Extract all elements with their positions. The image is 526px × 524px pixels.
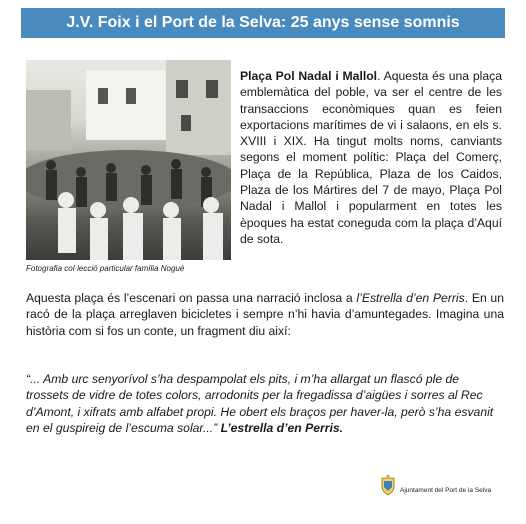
page-title-banner: [21, 8, 505, 38]
intro-title: Plaça Pol Nadal i Mallol: [240, 69, 378, 83]
work-title: l’Estrella d’en Perris: [356, 291, 465, 305]
historical-photo: [26, 60, 231, 260]
footer-logo: [380, 474, 491, 496]
photo-scene: [26, 60, 231, 260]
quote-block: [26, 371, 504, 436]
photo-caption: Fotografia col·lecció particular família Nogué: [26, 264, 185, 273]
quote-text: “... Amb urc senyorívol s’ha despampolat els pits, i m’ha allargat un flascó ple de trossets de vidre de totes colors, arrodonits per la fregadissa d’aigües i sorres al Rec d’Amont, i xifrats amb alfabet propi. He obert els braços per haver-la, però s’ha esvanit en el guspireig de l’escuma solar...”: [26, 372, 494, 435]
narrative-text-before: Aquesta plaça és l’escenari on passa una narració inclosa a: [26, 291, 357, 305]
intro-text: . Aquesta és una plaça emblemàtica del poble, va ser el centre de les transaccions econòmiques quan es feien exportacions marítimes de vi i salaons, en els s. XVIII i XIX. Ha tingut molts noms, canviants segons el moment polític: Plaça del Comerç, Plaça de la República, Plaza de los Caidos, Plaza de los Mártires del 7 de mayo, Plaça Pol Nadal i Mallol i popularment en totes les èpoques ha estat coneguda com la plaça d’Aquí de sota.: [240, 69, 503, 246]
footer-logo-text: Ajuntament del Port de la Selva: [400, 486, 492, 494]
narrative-paragraph: [26, 290, 504, 339]
narrative-text-after: . En un racó de la plaça arreglaven bicicletes i sempre n’hi havia d’amuntegades. Imagina una història com si fos un conte, un fragment diu així:: [26, 291, 504, 338]
coat-of-arms-icon: [380, 474, 396, 496]
page-title: J.V. Foix i el Port de la Selva: 25 anys sense somnis: [66, 14, 460, 31]
quote-source: L’estrella d’en Perris.: [220, 420, 344, 435]
intro-paragraph: [240, 68, 502, 247]
